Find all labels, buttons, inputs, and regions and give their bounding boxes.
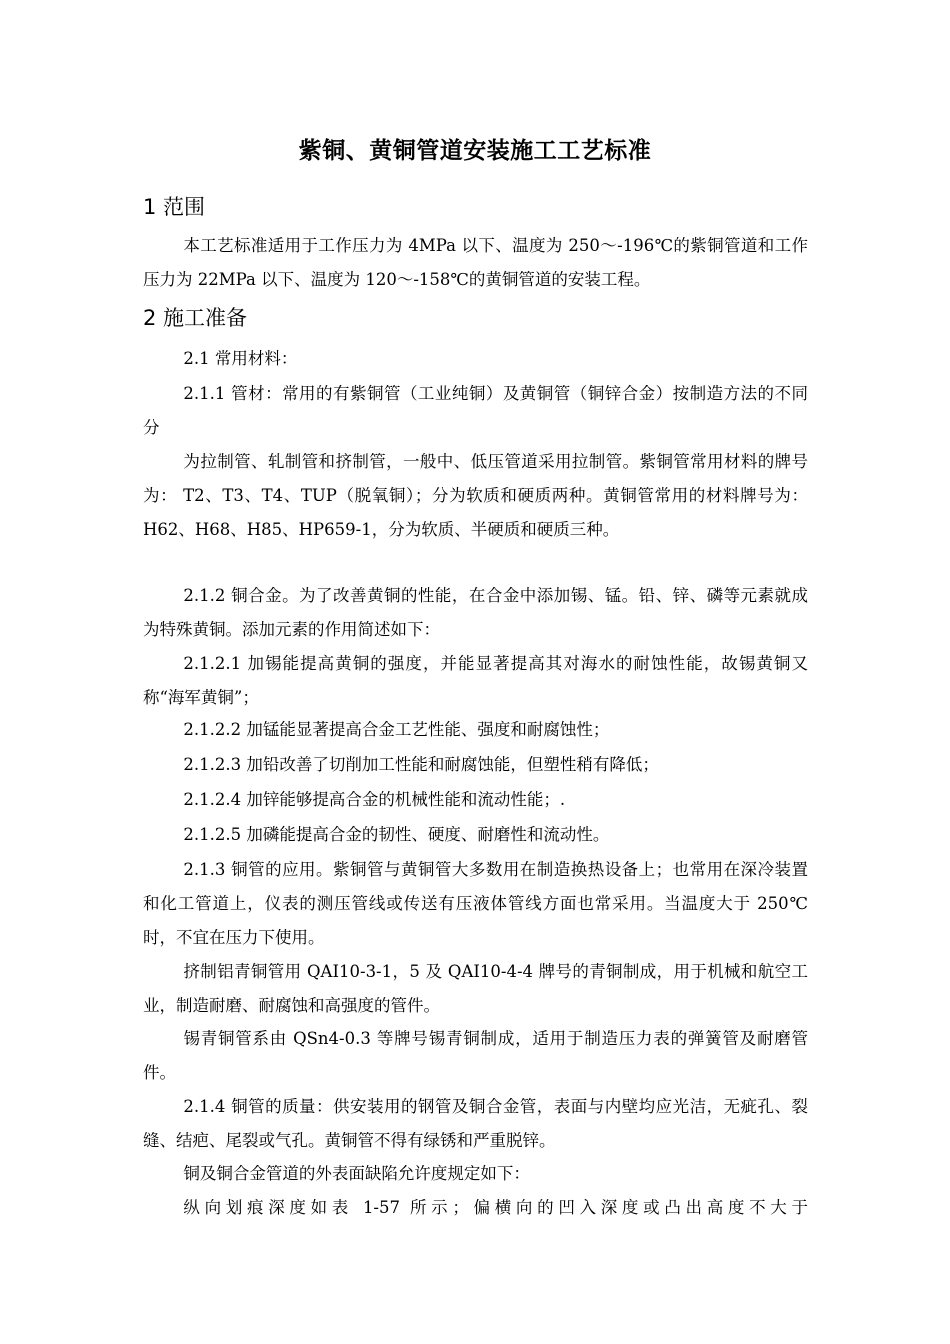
- paragraph: 铜及铜合金管道的外表面缺陷允许度规定如下：: [183, 1164, 530, 1183]
- paragraph: 2.1.2.5 加磷能提高合金的韧性、硬度、耐磨性和流动性。: [183, 825, 610, 844]
- paragraph: 2.1.2.4 加锌能够提高合金的机械性能和流动性能；.: [183, 790, 566, 809]
- paragraph: 2.1.2.1 加锡能提高黄铜的强度，并能显著提高其对海水的耐蚀性能，故锡黄铜又称“海军黄铜”；: [143, 654, 808, 707]
- paragraph: 2.1.2 铜合金。为了改善黄铜的性能，在合金中添加锡、锰。铅、锌、磷等元素就成为特殊黄铜。添加元素的作用简述如下：: [143, 586, 808, 639]
- paragraph: 2.1.1 管材：常用的有紫铜管（工业纯铜）及黄铜管（铜锌合金）按制造方法的不同分: [143, 384, 808, 437]
- section-heading-preparation: 2 施工准备: [143, 306, 248, 330]
- paragraph: 2.1.2.2 加锰能显著提高合金工艺性能、强度和耐腐蚀性；: [183, 720, 610, 739]
- paragraph: 锡青铜管系由 QSn4-0.3 等牌号锡青铜制成，适用于制造压力表的弹簧管及耐磨管件。: [143, 1029, 808, 1082]
- paragraph: 挤制铝青铜管用 QAI10-3-1，5 及 QAI10-4-4 牌号的青铜制成，用于机械和航空工业，制造耐磨、耐腐蚀和高强度的管件。: [143, 962, 808, 1015]
- paragraph: 为拉制管、轧制管和挤制管，一般中、低压管道采用拉制管。紫铜管常用材料的牌号为： T2、T3、T4、TUP（脱氧铜）；分为软质和硬质两种。黄铜管常用的材料牌号为：H62、H68、H85、HP659-1，分为软质、半硬质和硬质三种。: [143, 452, 808, 539]
- paragraph: 2.1.2.3 加铅改善了切削加工性能和耐腐蚀能，但塑性稍有降低；: [183, 755, 659, 774]
- document-title: 紫铜、黄铜管道安装施工工艺标准: [298, 138, 652, 164]
- paragraph: 2.1.3 铜管的应用。紫铜管与黄铜管大多数用在制造换热设备上；也常用在深冷装置和化工管道上，仪表的测压管线或传送有压液体管线方面也常采用。当温度大于 250℃时，不宜在压力下使用。: [143, 860, 808, 947]
- section-heading-scope: 1 范围: [143, 195, 206, 219]
- paragraph: 本工艺标准适用于工作压力为 4MPa 以下、温度为 250～-196℃的紫铜管道和工作压力为 22MPa 以下、温度为 120～-158℃的黄铜管道的安装工程。: [143, 236, 808, 289]
- paragraph: 2.1.4 铜管的质量：供安装用的钢管及铜合金管，表面与内壁均应光洁，无疵孔、裂缝、结疤、尾裂或气孔。黄铜管不得有绿锈和严重脱锌。: [143, 1097, 808, 1150]
- paragraph: 2.1 常用材料：: [183, 349, 298, 368]
- paragraph: 纵向划痕深度如表 1-57 所示；偏横向的凹入深度或凸出高度不大于: [183, 1198, 808, 1217]
